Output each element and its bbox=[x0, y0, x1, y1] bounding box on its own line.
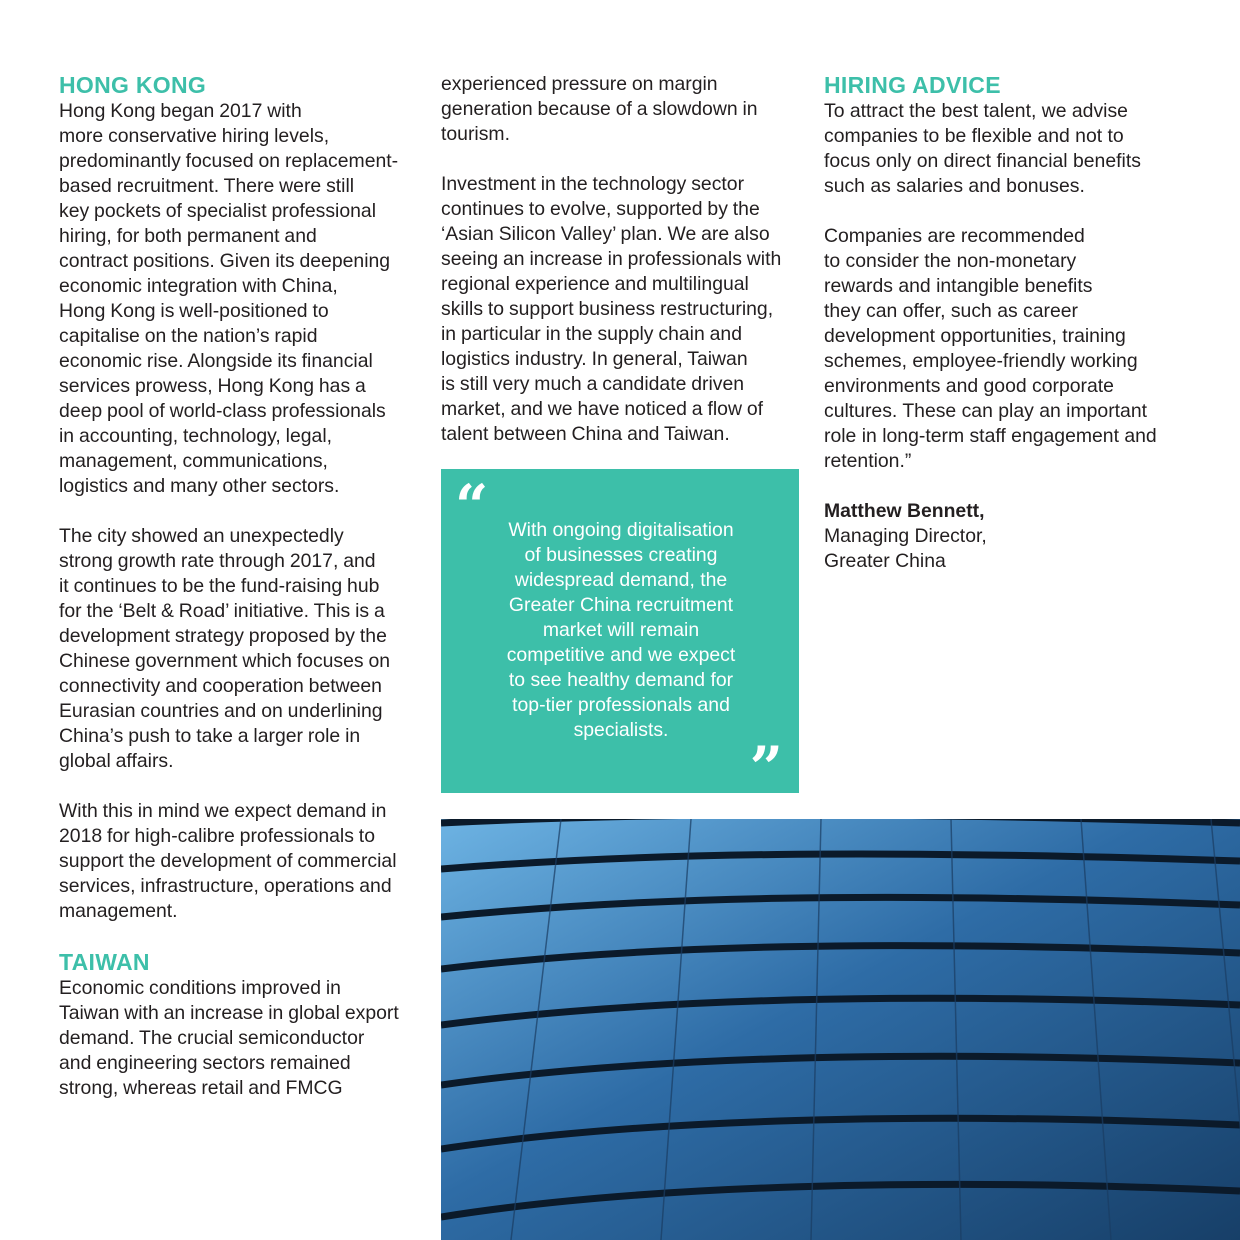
hiring-advice-paragraph-2: Companies are recommended to consider the non-monetary rewards and intangible benefits they can offer, such as career development opportunities, training schemes, employee-friendly working environments and good corporate cultures. These can play an important role in long-term staff engagement and retention.” bbox=[824, 225, 1157, 472]
signature-name: Matthew Bennett, bbox=[824, 500, 985, 522]
column-middle bbox=[441, 72, 801, 472]
signature-region: Greater China bbox=[824, 550, 946, 572]
taiwan-paragraph-1: Economic conditions improved in Taiwan with an increase in global export demand. The crucial semiconductor and engineering sectors remained strong, whereas retail and FMCG bbox=[59, 977, 399, 1099]
column-left bbox=[59, 72, 421, 1126]
pull-quote-text: With ongoing digitalisation of businesses creating widespread demand, the Greater China recruitment market will remain competitive and we expect to see healthy demand for top-tier professionals and specialists. bbox=[506, 519, 736, 741]
building-facade-photo bbox=[441, 819, 1240, 1240]
hong-kong-paragraph-2: The city showed an unexpectedly strong growth rate through 2017, and it continues to be the fund-raising hub for the ‘Belt & Road’ initiative. This is a development strategy proposed by the Chinese government which focuses on connectivity and cooperation between Eurasian countries and on underlining China’s push to take a larger role in global affairs. bbox=[59, 525, 391, 772]
signature-title: Managing Director, bbox=[824, 525, 987, 547]
building-facade-illustration bbox=[441, 819, 1240, 1240]
section-heading-hong-kong: HONG KONG bbox=[59, 72, 207, 98]
taiwan-paragraph-2: Investment in the technology sector continues to evolve, supported by the ‘Asian Silicon Valley’ plan. We are also seeing an increase in professionals with regional experience and multilingual skills to support business restructuring, in particular in the supply chain and logistics industry. In general, Taiwan is still very much a candidate driven market, and we have noticed a flow of talent between China and Taiwan. bbox=[441, 173, 782, 445]
taiwan-paragraph-continued: experienced pressure on margin generation because of a slowdown in tourism. bbox=[441, 73, 758, 145]
pull-quote-box bbox=[441, 469, 799, 802]
hong-kong-paragraph-3: With this in mind we expect demand in 2018 for high-calibre professionals to support the development of commercial services, infrastructure, operations and management. bbox=[59, 800, 397, 922]
close-quote-icon: ” bbox=[749, 734, 783, 802]
open-quote-icon: “ bbox=[455, 472, 489, 540]
hiring-advice-paragraph-1: To attract the best talent, we advise companies to be flexible and not to focus only on direct financial benefits such as salaries and bonuses. bbox=[824, 100, 1141, 197]
column-right bbox=[824, 72, 1184, 574]
hong-kong-paragraph-1: Hong Kong began 2017 with more conservative hiring levels, predominantly focused on replacement- based recruitment. There were still key pockets of specialist professional hiring, for both permanent and contract positions. Given its deepening economic integration with China, Hong Kong is well-positioned to capitalise on the nation’s rapid economic rise. Alongside its financial services prowess, Hong Kong has a deep pool of world-class professionals in accounting, technology, legal, management, communications, logistics and many other sectors. bbox=[59, 100, 399, 497]
section-heading-taiwan: TAIWAN bbox=[59, 949, 150, 975]
section-heading-hiring-advice: HIRING ADVICE bbox=[824, 72, 1001, 98]
